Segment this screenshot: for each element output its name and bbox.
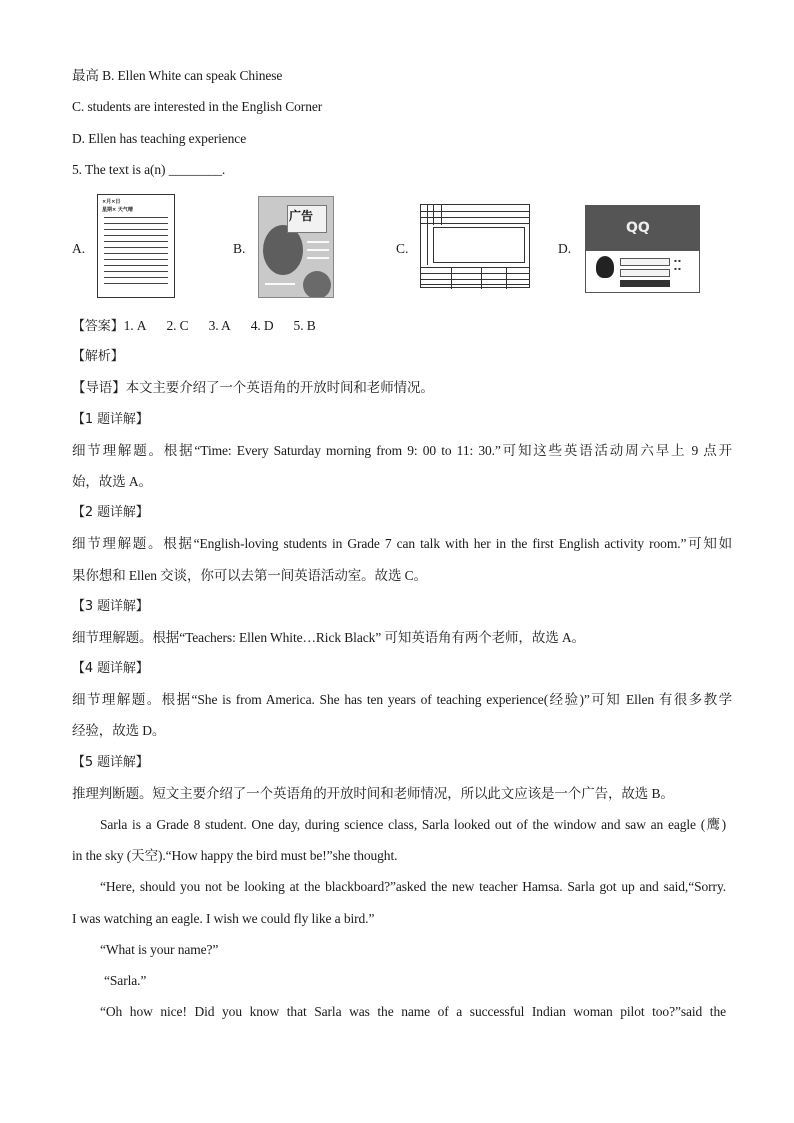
- option-a-label: A.: [72, 241, 86, 256]
- answer-1: 1. A: [123, 318, 147, 333]
- introduction: 【导语】本文主要介绍了一个英语角的开放时间和老师情况。: [72, 380, 434, 395]
- q4-explanation-2: 经验，故选 D。: [72, 723, 166, 738]
- answer-heading: 【答案】: [72, 319, 124, 334]
- option-b-label: B.: [233, 241, 246, 256]
- q1-heading: 【1 题详解】: [72, 412, 149, 427]
- passage-line: I was watching an eagle. I wish we could fly like a bird.”: [72, 911, 375, 926]
- q4-heading: 【4 题详解】: [72, 661, 149, 676]
- answer-3: 3. A: [208, 318, 231, 333]
- option-a-header-weather: 星期× 天气晴: [102, 207, 133, 213]
- option-d-label: D.: [558, 241, 572, 256]
- answer-line: [72, 316, 732, 337]
- q2-explanation-2: 果你想和 Ellen 交谈，你可以去第一间英语活动室。故选 C。: [72, 568, 427, 583]
- q4-explanation-1: 细节理解题。根据“She is from America. She has ten years of teaching experience(经验)”可知 Ellen 有很多教学: [72, 692, 732, 707]
- passage-line: Sarla is a Grade 8 student. One day, during science class, Sarla looked out of the window and saw an eagle (鹰): [100, 817, 726, 832]
- question-5: 5. The text is a(n) ________.: [72, 162, 226, 177]
- option-d-logo: QQ: [626, 220, 650, 236]
- answer-2: 2. C: [166, 318, 189, 333]
- passage-line: “Sarla.”: [104, 973, 147, 988]
- q5-heading: 【5 题详解】: [72, 755, 149, 770]
- option-c-image: [420, 204, 530, 288]
- q1-explanation-1: 细节理解题。根据“Time: Every Saturday morning from 9: 00 to 11: 30.”可知这些英语活动周六早上 9 点开: [72, 443, 732, 458]
- analysis-heading: 【解析】: [72, 349, 124, 364]
- q2-heading: 【2 题详解】: [72, 505, 149, 520]
- passage-line: in the sky (天空).“How happy the bird must be!”she thought.: [72, 848, 398, 863]
- option-b-image: [258, 196, 334, 298]
- passage-line: “What is your name?”: [100, 942, 219, 957]
- question-option-b: 最高 B. Ellen White can speak Chinese: [72, 68, 283, 83]
- q3-explanation: 细节理解题。根据“Teachers: Ellen White…Rick Black” 可知英语角有两个老师，故选 A。: [72, 630, 585, 645]
- q2-explanation-1: 细节理解题。根据“English-loving students in Grade 7 can talk with her in the first English activity room.”可知如: [72, 536, 732, 551]
- passage-line: “Here, should you not be looking at the blackboard?”asked the new teacher Hamsa. Sarla got up and said,“Sorry.: [100, 879, 726, 894]
- question-option-d: D. Ellen has teaching experience: [72, 131, 247, 146]
- q1-explanation-2: 始，故选 A。: [72, 474, 152, 489]
- q5-explanation: 推理判断题。短文主要介绍了一个英语角的开放时间和老师情况，所以此文应该是一个广告，故选 B。: [72, 786, 674, 801]
- answer-4: 4. D: [250, 318, 274, 333]
- option-c-label: C.: [396, 241, 409, 256]
- option-d-image: QQ ▪ ▪ ▪ ▪: [585, 205, 700, 293]
- q3-heading: 【3 题详解】: [72, 599, 149, 614]
- option-b-poster-title: 广告: [289, 209, 314, 223]
- passage-line: “Oh how nice! Did you know that Sarla was the name of a successful Indian woman pilot too?”said the: [100, 1004, 726, 1019]
- option-a-header-date: ×月×日: [102, 199, 121, 205]
- question-option-c: C. students are interested in the English Corner: [72, 99, 323, 114]
- answer-5: 5. B: [293, 318, 316, 333]
- option-a-image: [97, 194, 175, 298]
